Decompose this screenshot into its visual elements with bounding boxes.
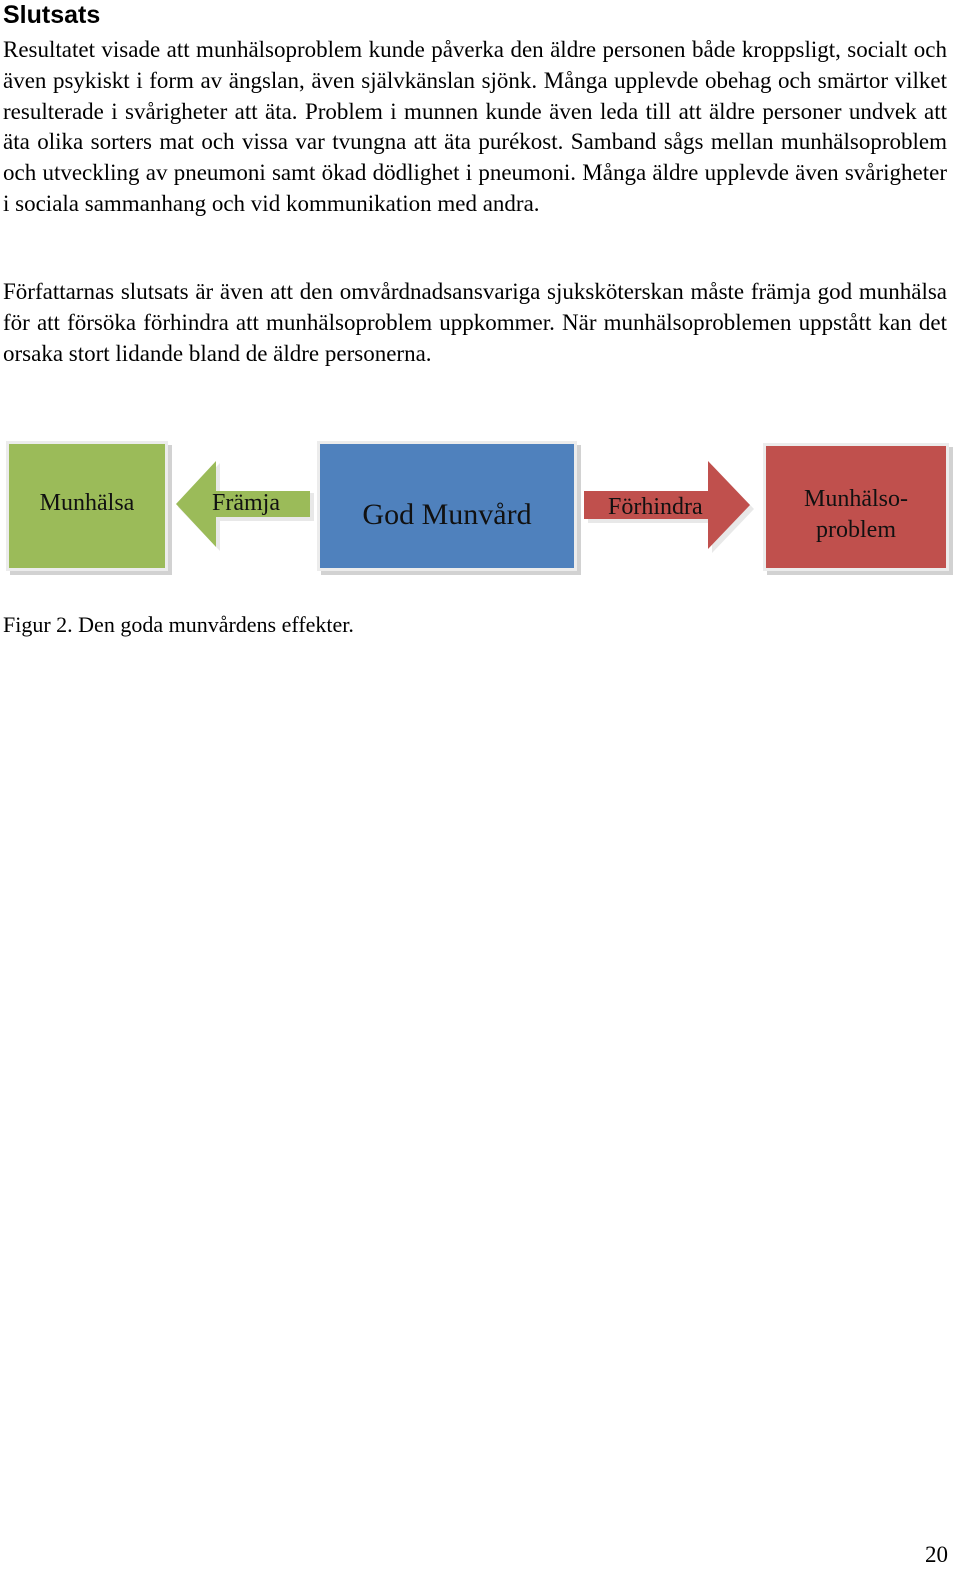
arrow-forhindra (584, 459, 754, 555)
arrow-framja-label: Främja (212, 490, 280, 516)
figure-caption: Figur 2. Den goda munvårdens effekter. (3, 612, 354, 637)
box-god-munvard-label: God Munvård (362, 498, 532, 531)
arrow-framja (176, 459, 316, 555)
arrow-forhindra-label: Förhindra (608, 494, 703, 520)
box-munhalsoproblem (766, 446, 946, 568)
page-number: 20 (925, 1542, 948, 1567)
box-munhalsa-label: Munhälsa (39, 490, 135, 516)
box-god-munvard (320, 444, 574, 568)
paragraph-results: Resultatet visade att munhälsoproblem kunde påverka den äldre personen både kroppsligt, socialt och även psykiskt i form av ängslan, även självkänslan sjönk. Många upplevde obehag och smärtor vilket resulterade i svårigheter att äta. Problem i munnen kunde även leda till att äldre personer undvek att äta olika sorters mat och vissa var tvungna att äta purékost. Samband sågs mellan munhälsoproblem och utveckling av pneumoni samt ökad dödlighet i pneumoni. Många äldre upplevde även svårigheter i sociala sammanhang och vid kommunikation med andra. (3, 37, 947, 216)
box-munhalsoproblem-label: Munhälso- problem (804, 486, 908, 543)
figure-munvard-effects (0, 435, 960, 585)
box-munhalsa (9, 444, 165, 568)
paragraph-conclusion: Författarnas slutsats är även att den omvårdnadsansvariga sjuksköterskan måste främja god munhälsa för att försöka förhindra att munhälsoproblem uppkommer. När munhälsoproblemen uppstått kan det orsaka stort lidande bland de äldre personerna. (3, 279, 947, 366)
section-heading: Slutsats (3, 1, 101, 29)
